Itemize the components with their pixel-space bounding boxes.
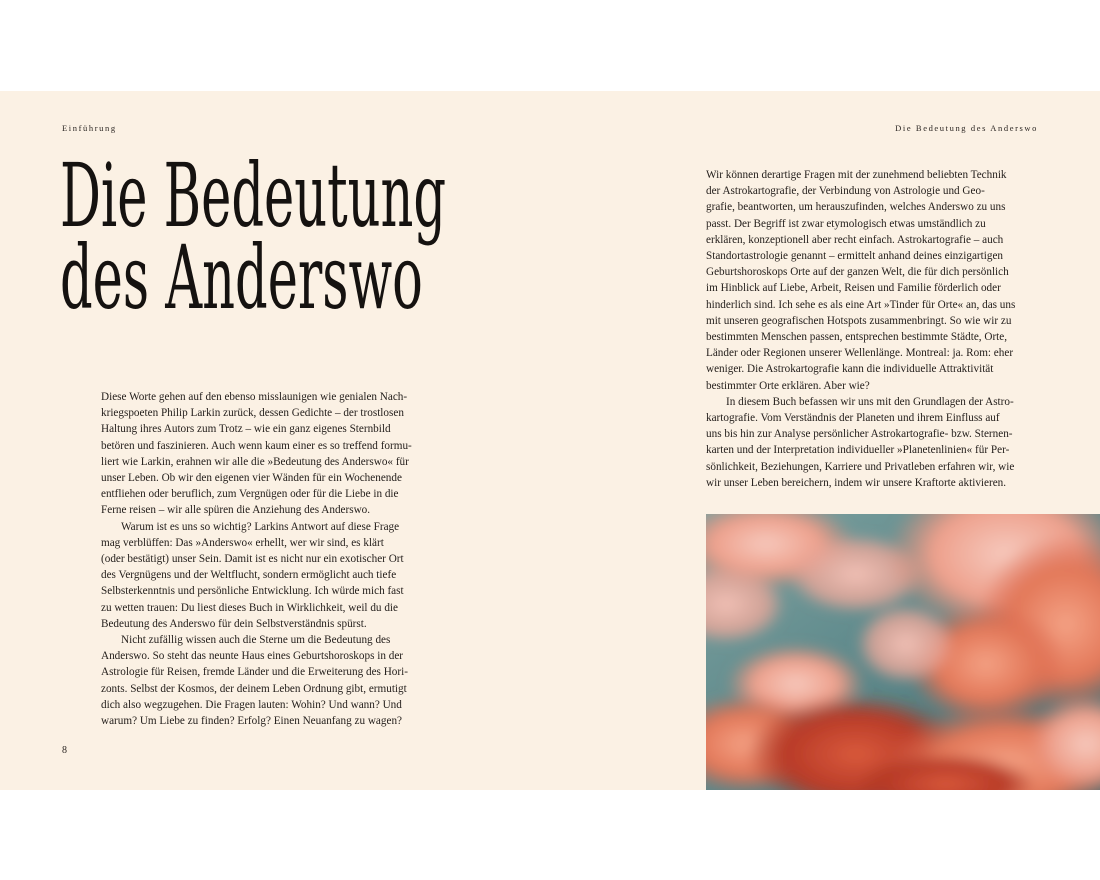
left-column-text-line: mag verblüffen: Das »Anderswo« erhellt, wer wir sind, es klärt [101,536,384,549]
left-column-text-line: (oder bestätigt) unser Sein. Damit ist es nicht nur ein exotischer Ort [101,553,404,566]
chapter-title [60,144,447,329]
right-column-text-line: mit unseren geografischen Hotspots zusammenbringt. So wie wir zu [706,314,1012,327]
left-column-text-line: Warum ist es uns so wichtig? Larkins Antwort auf diese Frage [121,520,400,533]
right-column-text-line: bestimmten Menschen passen, entsprechen bestimmte Städte, Orte, [706,331,1008,344]
left-column-text-line: Bedeutung des Anderswo für dein Selbstverständnis spürst. [101,617,367,630]
book-spread [0,91,1100,790]
right-column-text-line: hinderlich sind. Ich sehe es als eine Art »Tinder für Orte« an, das uns [706,298,1016,311]
right-column-text-line: erklären, konzeptionell aber recht einfach. Astrokartografie – auch [706,233,1004,246]
left-column-text-line: Ferne reisen – wir alle spüren die Anziehung des Anderswo. [101,504,371,517]
left-column-text-line: liert wie Larkin, erahnen wir alle die »Bedeutung des Anderswo« für [101,455,409,468]
chapter-title-line-1: Die Bedeutung [60,144,447,247]
right-column-text-line: wir unser Leben bereichern, indem wir unsere Kraftorte aktivieren. [706,476,1007,489]
cloud-photo [706,514,1100,790]
right-column-text-line: karten und der Interpretation individueller »Planetenlinien« für Per- [706,444,1010,457]
left-column-text-line: entfliehen oder beruflich, zum Vergnügen oder für die Liebe in die [101,488,399,501]
left-column-text-line: Anderswo. So steht das neunte Haus eines Geburtshoroskops in der [101,650,404,663]
running-head-left: Einführung [62,123,117,133]
left-column-body-text [101,389,437,729]
right-column-text-line: der Astrokartografie, der Verbindung von Astrologie und Geo- [706,185,985,198]
right-column-text-line: sönlichkeit, Beziehungen, Karriere und Privatleben erfahren wir, wie [706,460,1015,473]
right-column-text-line: uns bis hin zur Analyse persönlicher Astrokartografie- bzw. Sternen- [706,428,1013,441]
right-column-text-line: Geburtshoroskops Orte auf der ganzen Welt, die für dich persönlich [706,266,1009,279]
left-column-text-line: Astrologie für Reisen, fremde Länder und die Erweiterung des Hori- [101,666,408,679]
right-column-text-line: passt. Der Begriff ist zwar etymologisch etwas umständlich zu [706,217,986,230]
left-column-text-line: Diese Worte gehen auf den ebenso misslaunigen wie genialen Nach- [101,391,408,403]
right-column-text-line: kartografie. Vom Verständnis der Planeten und ihrem Einfluss auf [706,412,1000,425]
right-column-text-line: weniger. Die Astrokartografie kann die individuelle Attraktivität [706,363,994,376]
right-column-text-line: grafie, beantworten, um herauszufinden, welches Anderswo zu uns [706,201,1006,214]
running-head-right: Die Bedeutung des Anderswo [895,123,1038,133]
cloud-photo-image [706,514,1100,790]
right-column-body-text [706,167,1044,491]
left-column-text-line: Nicht zufällig wissen auch die Sterne um die Bedeutung des [121,634,391,647]
right-column-text-line: Standortastrologie genannt – ermittelt anhand deines einzigartigen [706,250,1003,263]
left-column-text-line: dich also wegzugehen. Die Fragen lauten: Wohin? Und wann? Und [101,698,402,711]
left-column-text-line: kriegspoeten Philip Larkin zurück, dessen Gedichte – der trostlosen [101,407,404,420]
left-column-text-line: unser Leben. Ob wir den eigenen vier Wänden für ein Wochenende [101,472,402,485]
left-column-text-line: des Vergnügens und der Weltflucht, sondern ermöglicht auch tiefe [101,569,397,582]
left-column-text-line: zu wetten trauen: Du liest dieses Buch in Wirklichkeit, weil du die [101,601,398,614]
right-column-text-line: Wir können derartige Fragen mit der zunehmend beliebten Technik [706,169,1007,181]
left-column-text-line: warum? Um Liebe zu finden? Erfolg? Einen Neuanfang zu wagen? [101,715,402,728]
left-column-text-line: Haltung ihres Autors zum Trotz – wie ein ganz eigenes Sternbild [101,423,391,436]
right-column-text-line: im Hinblick auf Liebe, Arbeit, Reisen und Familie förderlich oder [706,282,1001,295]
right-column-text-line: In diesem Buch befassen wir uns mit den Grundlagen der Astro- [726,395,1014,408]
left-column-text-line: Selbsterkenntnis und persönliche Entwicklung. Ich würde mich fast [101,585,404,598]
right-column-text-line: Länder oder Regionen unserer Wellenlänge. Montreal: ja. Rom: eher [706,347,1014,360]
left-column-text-line: zonts. Selbst der Kosmos, der deinem Leben Ordnung gibt, ermutigt [101,682,407,695]
left-column-text-line: betören und faszinieren. Auch wenn kaum einer es so treffend formu- [101,439,412,452]
chapter-title-line-2: des Anderswo [60,226,423,329]
right-column-text-line: bestimmter Orte erklären. Aber wie? [706,379,870,392]
page-number: 8 [62,745,67,756]
